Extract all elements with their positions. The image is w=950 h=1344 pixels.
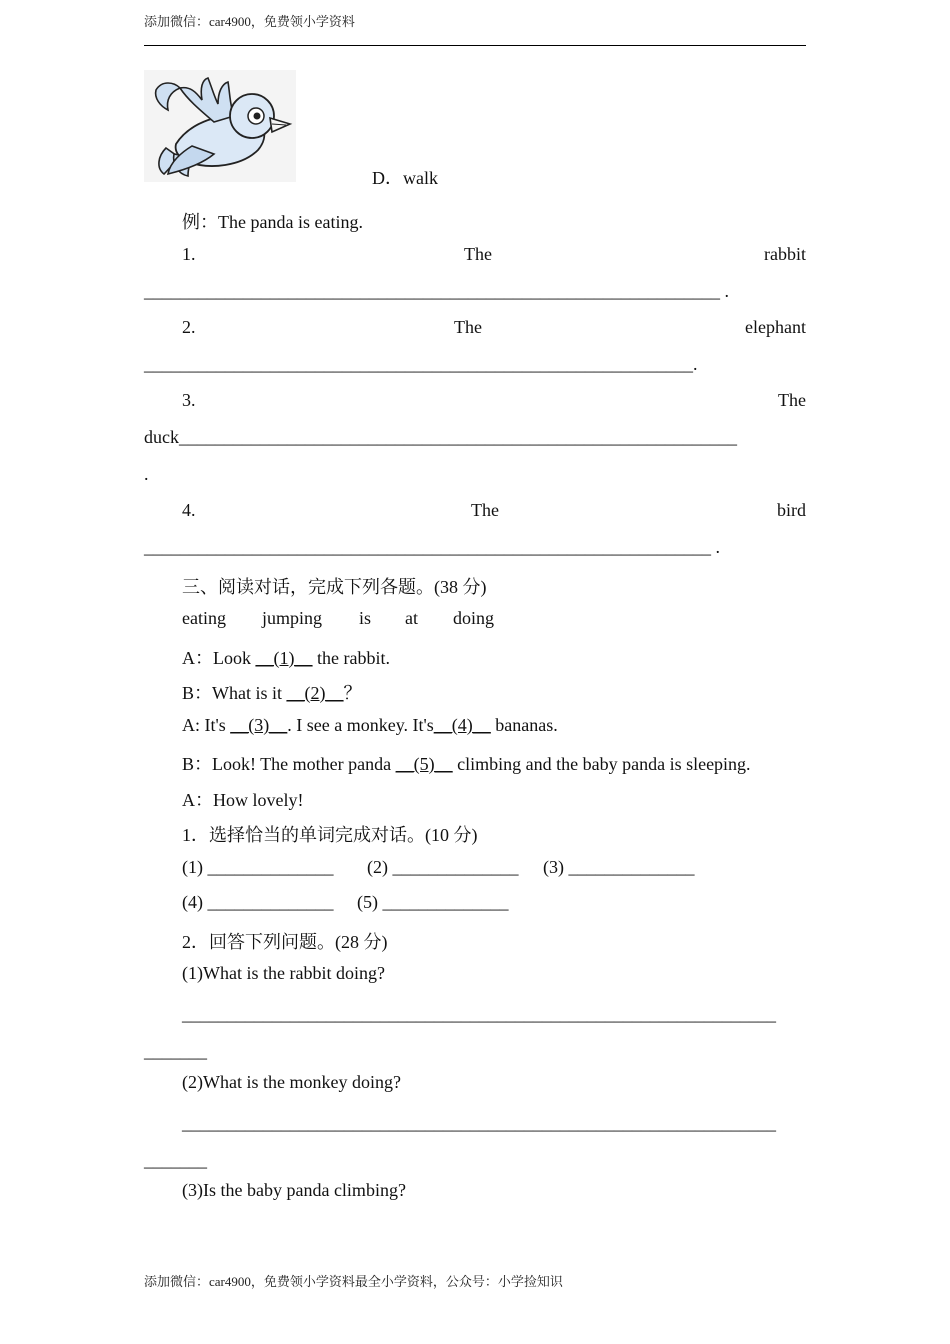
word-bank-2: is — [359, 608, 372, 628]
q2-answer-line[interactable]: _____________________________________________________________. — [144, 354, 698, 374]
blank-5: __(5)__ — [395, 754, 453, 774]
dialogue-line-1 — [182, 644, 390, 670]
word-bank-4: doing — [453, 608, 495, 628]
q2-number: 2. — [182, 317, 196, 337]
answer-blank-3[interactable]: (3) ______________ — [543, 857, 695, 877]
answer-line-1[interactable]: __________________________________________________________________ — [182, 1004, 776, 1024]
dialogue-line-5: A：How lovely! — [182, 790, 304, 810]
answer-blank-4[interactable]: (4) ______________ — [182, 892, 334, 912]
q2-subject: The — [454, 317, 482, 337]
dialogue-2-text-a: B：What is it — [182, 683, 287, 703]
question-3: (3)Is the baby panda climbing? — [182, 1180, 406, 1200]
q3-subject: The — [778, 390, 806, 410]
q4-answer-line[interactable]: _______________________________________________________________ . — [144, 537, 720, 557]
question-2: (2)What is the monkey doing? — [182, 1072, 401, 1092]
option-d: D．walk — [372, 168, 438, 188]
blank-1: __(1)__ — [255, 648, 313, 668]
dialogue-line-2 — [182, 679, 362, 705]
blank-3: __(3)__ — [230, 715, 288, 735]
q1-answer-line[interactable]: ________________________________________________________________ . — [144, 281, 729, 301]
q1-subject: The — [464, 244, 492, 264]
page-footer: 添加微信：car4900，免费领小学资料最全小学资料，公众号：小学捡知识 — [144, 1274, 563, 1289]
q3-answer-line[interactable]: duck______________________________________________________________ — [144, 427, 737, 447]
dialogue-1-text-b: the rabbit. — [312, 648, 390, 668]
word-bank-1: jumping — [262, 608, 323, 628]
q1-number: 1. — [182, 244, 196, 264]
subq1-title: 1．选择恰当的单词完成对话。(10 分) — [182, 825, 478, 845]
subq2-title: 2．回答下列问题。(28 分) — [182, 932, 388, 952]
dialogue-4-text-b: climbing and the baby panda is sleeping. — [452, 754, 751, 774]
answer-line-2[interactable]: __________________________________________________________________ — [182, 1113, 776, 1133]
q3-number: 3. — [182, 390, 196, 410]
word-bank-0: eating — [182, 608, 226, 628]
dialogue-3-text-b: . I see a monkey. It's — [287, 715, 434, 735]
page-header: 添加微信：car4900，免费领小学资料 — [144, 14, 355, 29]
answer-blank-5[interactable]: (5) ______________ — [357, 892, 509, 912]
blank-4: __(4)__ — [433, 715, 491, 735]
dialogue-line-4 — [182, 750, 751, 776]
answer-blank-2[interactable]: (2) ______________ — [367, 857, 519, 877]
q2-noun: elephant — [745, 317, 806, 337]
dialogue-3-text-a: A: It's — [182, 715, 231, 735]
q1-noun: rabbit — [764, 244, 806, 264]
dialogue-line-3 — [182, 715, 558, 736]
example-sentence: 例：The panda is eating. — [182, 212, 363, 232]
dialogue-3-text-c: bananas. — [490, 715, 558, 735]
answer-line-2-tail[interactable]: _______ — [144, 1150, 207, 1170]
word-bank-3: at — [405, 608, 418, 628]
section3-title: 三、阅读对话，完成下列各题。(38 分) — [182, 577, 487, 597]
q4-subject: The — [471, 500, 499, 520]
header-rule — [144, 45, 806, 46]
answer-blank-1[interactable]: (1) ______________ — [182, 857, 334, 877]
dialogue-1-text-a: A：Look — [182, 648, 256, 668]
blank-2: __(2)__ — [286, 683, 344, 703]
q4-number: 4. — [182, 500, 196, 520]
dialogue-2-text-b: ？ — [343, 683, 362, 703]
q4-noun: bird — [777, 500, 806, 520]
bird-illustration — [144, 70, 296, 182]
q3-period: . — [144, 464, 149, 484]
question-1: (1)What is the rabbit doing? — [182, 963, 385, 983]
dialogue-4-text-a: B：Look! The mother panda — [182, 754, 396, 774]
bird-icon — [144, 70, 296, 182]
answer-line-1-tail[interactable]: _______ — [144, 1041, 207, 1061]
